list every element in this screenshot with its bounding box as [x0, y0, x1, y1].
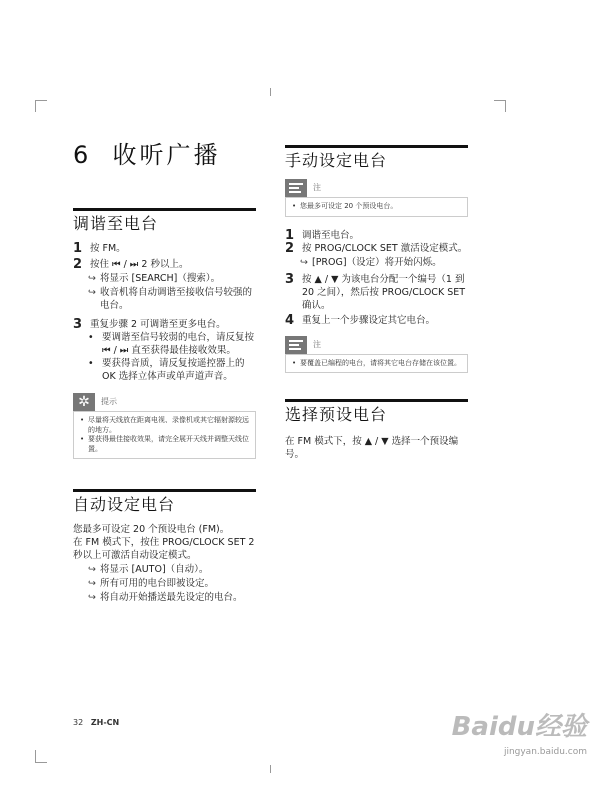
crop-mark: [35, 100, 47, 101]
page-number: 32: [73, 718, 84, 727]
step-number: 1: [73, 241, 83, 256]
bullet: • 要调谐至信号较弱的电台，请反复按 ⏮ / ⏭ 直至获得最佳接收效果。: [88, 332, 255, 356]
step-number: 1: [285, 227, 295, 243]
section-heading: 选择预设电台: [285, 405, 388, 424]
watermark-url: jingyan.baidu.com: [503, 747, 587, 757]
arrow-icon: ↪: [300, 256, 308, 268]
tip-box: • 尽量将天线放在距离电视、录像机或其它辐射源较远的地方。 • 要获得最佳接收效果，请完全展开天线并调整天线位置。: [73, 411, 256, 459]
step: [73, 258, 256, 271]
arrow-icon: ↪: [88, 578, 96, 589]
result: [73, 577, 256, 590]
result: [73, 563, 256, 576]
crop-mark: [35, 750, 36, 762]
bullet: • 要获得音质，请反复按遥控器上的 OK 选择立体声或单声道声音。: [73, 357, 256, 383]
result: [73, 286, 256, 312]
step: [285, 314, 468, 327]
manual-steps: [285, 229, 468, 330]
tip-text: 尽量将天线放在距离电视、录像机或其它辐射源较远的地方。: [88, 416, 249, 434]
watermark: [437, 712, 587, 758]
step: [73, 242, 256, 255]
note-box: • 要覆盖已编程的电台，请将其它电台存储在该位置。: [285, 354, 468, 374]
step-text: 重复上一个步骤设定其它电台。: [302, 314, 436, 326]
section-rule: [285, 145, 468, 148]
step-number: 3: [285, 271, 295, 287]
note-text: 要覆盖已编程的电台，请将其它电台存储在该位置。: [300, 358, 461, 367]
tip-label: 提示: [101, 397, 117, 406]
chapter-number: 6: [73, 141, 92, 169]
step-text: 按住 ⏮ / ⏭ 2 秒以上。: [90, 259, 189, 270]
arrow-icon: ↪: [88, 287, 96, 298]
note-icon: [285, 179, 307, 197]
tip-icon: ✲: [73, 393, 95, 411]
tune-steps: [73, 242, 256, 383]
step-text: 按 ▲ / ▼ 为该电台分配一个编号（1 到 20 之间），然后按 PROG/CLOCK SET 确认。: [302, 273, 466, 311]
step-text: 按 FM。: [90, 243, 126, 254]
step-text: 重复步骤 2 可调谐至更多电台。: [90, 319, 226, 330]
note-header: [285, 336, 468, 354]
crop-mark: [494, 100, 506, 101]
section-rule: [73, 489, 256, 492]
result-text: 收音机将自动调谐至接收信号较强的电台。: [100, 287, 253, 311]
step: [285, 273, 468, 312]
chapter-title-text: 收听广播: [112, 141, 221, 169]
arrow-icon: ↪: [88, 564, 96, 575]
step: [285, 229, 468, 242]
language-code: ZH-CN: [90, 718, 120, 727]
note-icon: [285, 336, 307, 354]
section-heading: 自动设定电台: [73, 495, 176, 514]
step-number: 4: [285, 312, 295, 328]
crop-mark: [35, 762, 47, 763]
result: [73, 272, 256, 285]
tip-text: 要获得最佳接收效果，请完全展开天线并调整天线位置。: [88, 435, 249, 453]
watermark-brand: Baidu经验: [451, 712, 587, 742]
step-text: 按 PROG/CLOCK SET 激活设定模式。: [302, 242, 468, 254]
right-column: [285, 145, 468, 461]
result-text: 将显示 [SEARCH]（搜索）。: [100, 273, 221, 284]
step-number: 2: [285, 240, 295, 256]
paragraph: 您最多可设定 20 个预设电台 (FM)。: [73, 524, 230, 535]
section-heading: 调谐至电台: [73, 214, 159, 233]
left-column: [73, 140, 256, 604]
step: [73, 318, 256, 331]
note-header: [285, 179, 468, 197]
tip-header: [73, 393, 256, 411]
page-footer: [73, 718, 119, 728]
result-text: [PROG]（设定）将开始闪烁。: [312, 256, 442, 268]
auto-body: [73, 523, 256, 604]
note-text: 您最多可设定 20 个预设电台。: [300, 202, 398, 210]
section-rule: [285, 399, 468, 402]
result: [73, 591, 256, 604]
step-number: 2: [73, 257, 83, 272]
arrow-icon: ↪: [88, 273, 96, 284]
chapter-title: [73, 140, 256, 170]
paragraph: 在 FM 模式下，按 ▲ / ▼ 选择一个预设编号。: [285, 436, 459, 460]
step: [285, 242, 468, 255]
crop-mark: [505, 100, 506, 112]
crop-mark: [35, 100, 36, 112]
note-label: 注: [313, 183, 321, 192]
section-rule: [73, 208, 256, 211]
result-text: 所有可用的电台即被设定。: [100, 578, 215, 589]
note-label: 注: [313, 339, 321, 349]
result: [285, 256, 468, 269]
crop-mark: [270, 765, 271, 773]
result-text: 将自动开始播送最先设定的电台。: [100, 592, 243, 603]
bullet-text: 要调谐至信号较弱的电台，请反复按 ⏮ / ⏭ 直至获得最佳接收效果。: [102, 332, 255, 356]
note-box: • 您最多可设定 20 个预设电台。: [285, 197, 468, 217]
step-text: 调谐至电台。: [302, 229, 360, 241]
arrow-icon: ↪: [88, 592, 96, 603]
step-number: 3: [73, 317, 83, 332]
crop-mark: [270, 88, 271, 96]
paragraph: 在 FM 模式下，按住 PROG/CLOCK SET 2 秒以上可激活自动设定模式。: [73, 537, 255, 561]
bullet-text: 要获得音质，请反复按遥控器上的 OK 选择立体声或单声道声音。: [102, 358, 245, 382]
result-text: 将显示 [AUTO]（自动）。: [100, 564, 209, 575]
section-heading: 手动设定电台: [285, 151, 388, 170]
